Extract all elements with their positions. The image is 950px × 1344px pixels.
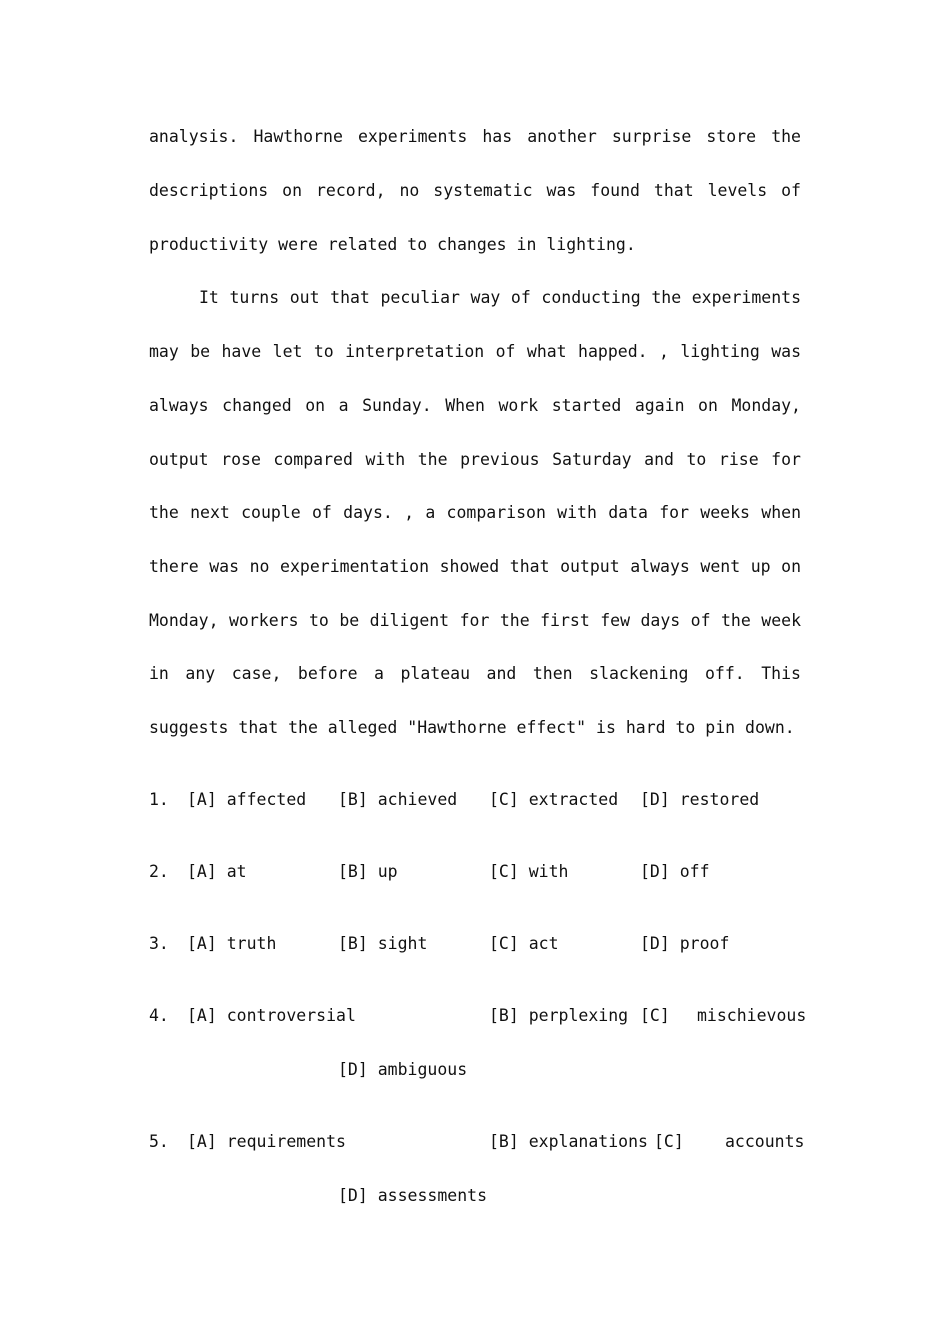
passage-line: may be have let to interpretation of what happed. , lighting was	[149, 342, 801, 361]
option-c: [C] act	[489, 934, 559, 953]
option-c: [C]	[640, 1006, 670, 1025]
passage-line: analysis. Hawthorne experiments has another surprise store the	[149, 127, 801, 146]
option-d: [D] proof	[640, 934, 730, 953]
option-c: [C]	[654, 1132, 684, 1151]
question-number: 4.	[149, 1006, 169, 1025]
option-a: [A] controversial	[187, 1006, 356, 1025]
option-a: [A] at	[187, 862, 247, 881]
option-c: [C] extracted	[489, 790, 619, 809]
option-d: [D] ambiguous	[338, 1060, 468, 1079]
option-c: [C] with	[489, 862, 569, 881]
passage-line: productivity were related to changes in lighting.	[149, 235, 636, 254]
option-d: [D] off	[640, 862, 710, 881]
passage-line: output rose compared with the previous Saturday and to rise for	[149, 450, 801, 469]
option-b: [B] explanations	[489, 1132, 648, 1151]
question-number: 1.	[149, 790, 169, 809]
option-a: [A] affected	[187, 790, 307, 809]
passage-line: suggests that the alleged "Hawthorne effect" is hard to pin down.	[149, 718, 795, 737]
passage-line: there was no experimentation showed that output always went up on	[149, 557, 801, 576]
option-b: [B] sight	[338, 934, 428, 953]
passage-line: in any case, before a plateau and then slackening off. This	[149, 664, 801, 683]
question-number: 5.	[149, 1132, 169, 1151]
passage-line: always changed on a Sunday. When work started again on Monday,	[149, 396, 801, 415]
option-d: [D] assessments	[338, 1186, 488, 1205]
option-c-text: mischievous	[697, 1006, 807, 1025]
passage-line: Monday, workers to be diligent for the first few days of the week	[149, 611, 801, 630]
passage-line: descriptions on record, no systematic was found that levels of	[149, 181, 801, 200]
question-number: 3.	[149, 934, 169, 953]
question-number: 2.	[149, 862, 169, 881]
option-b: [B] perplexing	[489, 1006, 629, 1025]
option-a: [A] truth	[187, 934, 277, 953]
option-a: [A] requirements	[187, 1132, 346, 1151]
passage-line: the next couple of days. , a comparison with data for weeks when	[149, 503, 801, 522]
option-b: [B] achieved	[338, 790, 458, 809]
option-c-text: accounts	[725, 1132, 805, 1151]
option-d: [D] restored	[640, 790, 760, 809]
option-b: [B] up	[338, 862, 398, 881]
passage-line: It turns out that peculiar way of conducting the experiments	[199, 288, 801, 307]
